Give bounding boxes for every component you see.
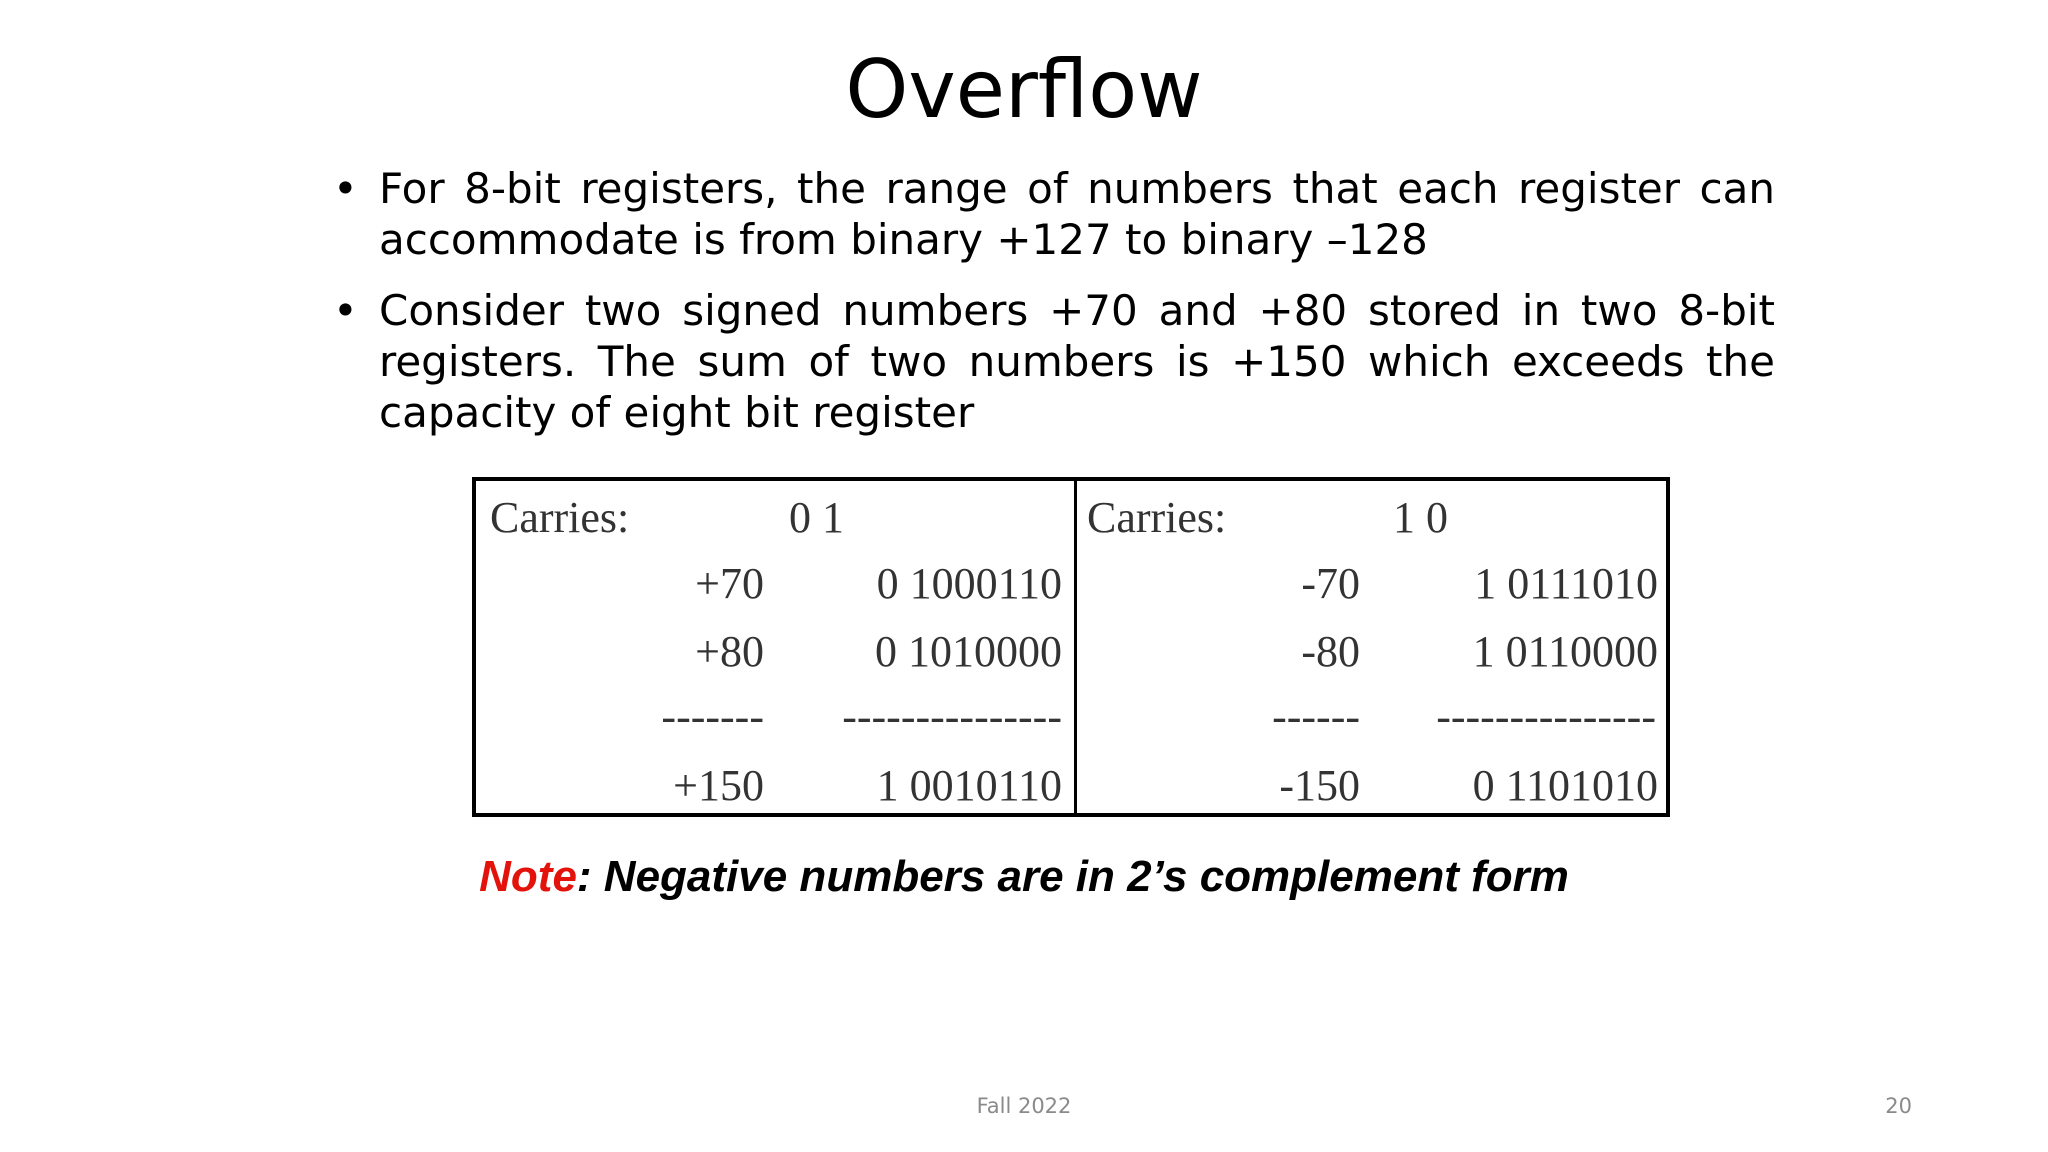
table-column-negative bbox=[1077, 481, 1670, 813]
slide-title: Overflow bbox=[845, 43, 1203, 136]
binary-operand: 0 1000110 bbox=[876, 559, 1062, 608]
carries-label: Carries: bbox=[1087, 493, 1227, 542]
carries-label: Carries: bbox=[490, 493, 630, 542]
bullet-list bbox=[333, 163, 1775, 458]
carries-value: 1 0 bbox=[1393, 493, 1448, 542]
binary-operand: 1 0111010 bbox=[1474, 559, 1658, 608]
binary-sum: 0 1101010 bbox=[1472, 761, 1658, 810]
note-text: : Negative numbers are in 2’s complement form bbox=[576, 852, 1569, 901]
separator-line: --------------- bbox=[842, 692, 1062, 741]
decimal-operand: +80 bbox=[695, 627, 764, 676]
bullet-dot-icon: • bbox=[333, 164, 358, 213]
carries-value: 0 1 bbox=[789, 493, 844, 542]
decimal-operand: -80 bbox=[1301, 627, 1360, 676]
table-column-positive bbox=[476, 481, 1074, 813]
binary-sum: 1 0010110 bbox=[876, 761, 1062, 810]
bullet-item bbox=[333, 163, 1775, 265]
bullet-text: Consider two signed numbers +70 and +80 stored in two 8-bit registers. The sum of two numbers is +150 which exceeds the capacity of eight bit register bbox=[379, 286, 1775, 437]
decimal-sum: +150 bbox=[673, 761, 764, 810]
bullet-dot-icon: • bbox=[333, 286, 358, 335]
bullet-item bbox=[333, 285, 1775, 438]
decimal-operand: +70 bbox=[695, 559, 764, 608]
separator-line: --------------- bbox=[1436, 692, 1656, 741]
decimal-sum: -150 bbox=[1279, 761, 1360, 810]
decimal-operand: -70 bbox=[1301, 559, 1360, 608]
addition-table bbox=[472, 477, 1670, 817]
footer-date: Fall 2022 bbox=[976, 1094, 1072, 1118]
binary-operand: 0 1010000 bbox=[875, 627, 1062, 676]
bullet-text: For 8-bit registers, the range of numbers that each register can accommodate is from binary +127 to binary –128 bbox=[379, 164, 1775, 264]
note bbox=[0, 851, 2048, 904]
separator-line: ------- bbox=[661, 692, 764, 741]
separator-line: ------ bbox=[1272, 692, 1360, 741]
note-label: Note bbox=[479, 852, 577, 901]
binary-operand: 1 0110000 bbox=[1472, 627, 1658, 676]
page-number: 20 bbox=[1885, 1094, 1912, 1118]
